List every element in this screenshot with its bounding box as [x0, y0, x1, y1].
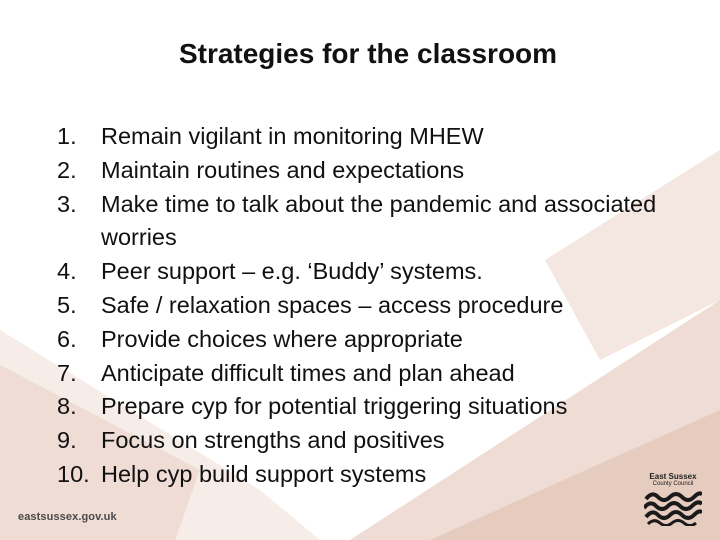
item-number: 8.: [57, 393, 77, 420]
list-item: [0, 357, 720, 391]
list-item: [0, 323, 720, 357]
strategy-list: [0, 120, 720, 492]
item-text: Make time to talk about the pandemic and associated worries: [101, 190, 657, 251]
item-text: Peer support – e.g. ‘Buddy’ systems.: [101, 258, 483, 285]
item-text: Prepare cyp for potential triggering situations: [101, 393, 568, 420]
footer-url: eastsussex.gov.uk: [18, 511, 117, 523]
item-text: Anticipate difficult times and plan ahead: [101, 359, 515, 386]
item-text: Safe / relaxation spaces – access procedure: [101, 291, 564, 318]
item-text: Remain vigilant in monitoring MHEW: [101, 123, 484, 149]
council-logo: [640, 473, 706, 528]
list-item: [0, 458, 720, 492]
slide-title: Strategies for the classroom: [178, 38, 558, 69]
item-text: Focus on strengths and positives: [101, 427, 445, 454]
item-number: 2.: [57, 156, 77, 183]
item-text: Help cyp build support systems: [101, 460, 427, 487]
item-number: 9.: [57, 427, 77, 454]
logo-subtitle: County Council: [652, 481, 694, 487]
logo-text: [640, 473, 706, 488]
list-item: [0, 154, 720, 188]
list-item: [0, 424, 720, 458]
item-number: 4.: [57, 258, 77, 285]
item-text: Maintain routines and expectations: [101, 156, 465, 183]
east-sussex-wave-logo-icon: [644, 490, 702, 526]
list-item: [0, 188, 720, 256]
list-item: [0, 120, 720, 154]
item-number: 10.: [57, 460, 90, 487]
list-item: [0, 289, 720, 323]
item-number: 3.: [57, 190, 77, 217]
list-item: [0, 255, 720, 289]
list-item: [0, 390, 720, 424]
item-number: 7.: [57, 359, 77, 386]
item-number: 5.: [57, 291, 77, 318]
item-number: 6.: [57, 325, 77, 352]
item-text: Provide choices where appropriate: [101, 325, 463, 352]
item-number: 1.: [57, 123, 77, 149]
logo-name: East Sussex: [649, 472, 697, 481]
